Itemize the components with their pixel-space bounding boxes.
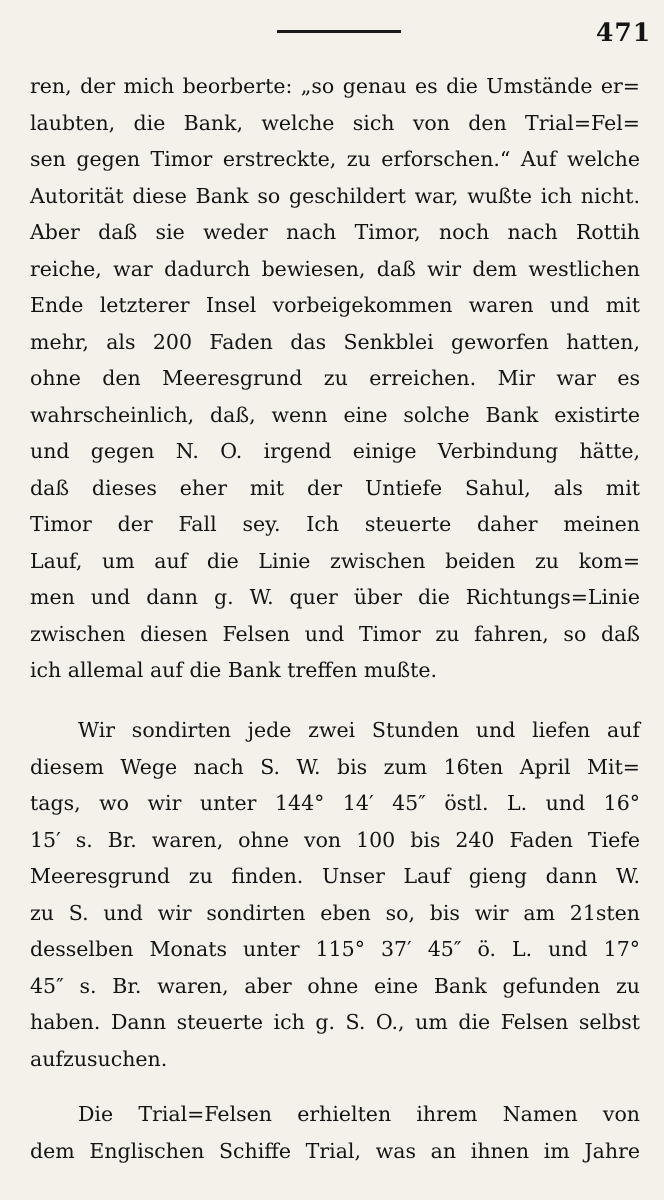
text-line: Die Trial=Felsen erhielten ihrem Namen von [78,1102,640,1126]
page-number: 471 [596,18,652,47]
text-line: daß dieses eher mit der Untiefe Sahul, als mit [30,475,640,500]
text-line: ren, der mich beorberte: „so genau es die Umstände er= [30,74,640,98]
text-line: Wir sondirten jede zwei Stunden und liefen auf [78,718,640,742]
text-line: 15′ s. Br. waren, ohne von 100 bis 240 Faden Tiefe [30,827,640,852]
paragraph-2 [30,712,640,1077]
text-line: aufzusuchen. [30,1046,168,1071]
text-line: haben. Dann steuerte ich g. S. O., um die Felsen selbst [30,1010,640,1034]
text-line: zu S. und wir sondirten eben so, bis wir am 21sten [30,900,640,925]
text-line: dem Englischen Schiffe Trial, was an ihnen im Jahre [30,1138,640,1163]
text-line: wahrscheinlich, daß, wenn eine solche Bank existirte [30,402,640,427]
text-line: und gegen N. O. irgend einige Verbindung hätte, [30,439,640,463]
text-line: diesem Wege nach S. W. bis zum 16ten April Mit= [30,754,640,779]
paragraph-1 [30,68,640,689]
text-line: zwischen diesen Felsen und Timor zu fahren, so daß [30,621,640,646]
text-line: Meeresgrund zu finden. Unser Lauf gieng dann W. [30,864,640,888]
text-line: 45″ s. Br. waren, aber ohne eine Bank gefunden zu [30,973,640,998]
paragraph-3 [30,1096,640,1169]
text-line: sen gegen Timor erstreckte, zu erforschen.“ Auf welche [30,147,640,171]
text-line: Timor der Fall sey. Ich steuerte daher meinen [30,512,640,536]
text-line: tags, wo wir unter 144° 14′ 45″ östl. L. und 16° [30,791,640,815]
header-rule [277,30,401,33]
text-line: Autorität diese Bank so geschildert war, wußte ich nicht. [30,183,640,208]
text-line: laubten, die Bank, welche sich von den Trial=Fel= [30,110,640,135]
text-line: ohne den Meeresgrund zu erreichen. Mir war es [30,366,640,390]
text-line: Lauf, um auf die Linie zwischen beiden zu kom= [30,548,640,573]
text-line: Aber daß sie weder nach Timor, noch nach Rottih [30,220,640,244]
text-line: men und dann g. W. quer über die Richtungs=Linie [30,585,640,609]
text-line: Ende letzterer Insel vorbeigekommen waren und mit [30,293,640,317]
text-line: reiche, war dadurch bewiesen, daß wir dem westlichen [30,256,640,281]
text-line: ich allemal auf die Bank treffen mußte. [30,658,438,682]
text-line: mehr, als 200 Faden das Senkblei geworfen hatten, [30,329,640,354]
text-line: desselben Monats unter 115° 37′ 45″ ö. L. und 17° [30,937,640,961]
